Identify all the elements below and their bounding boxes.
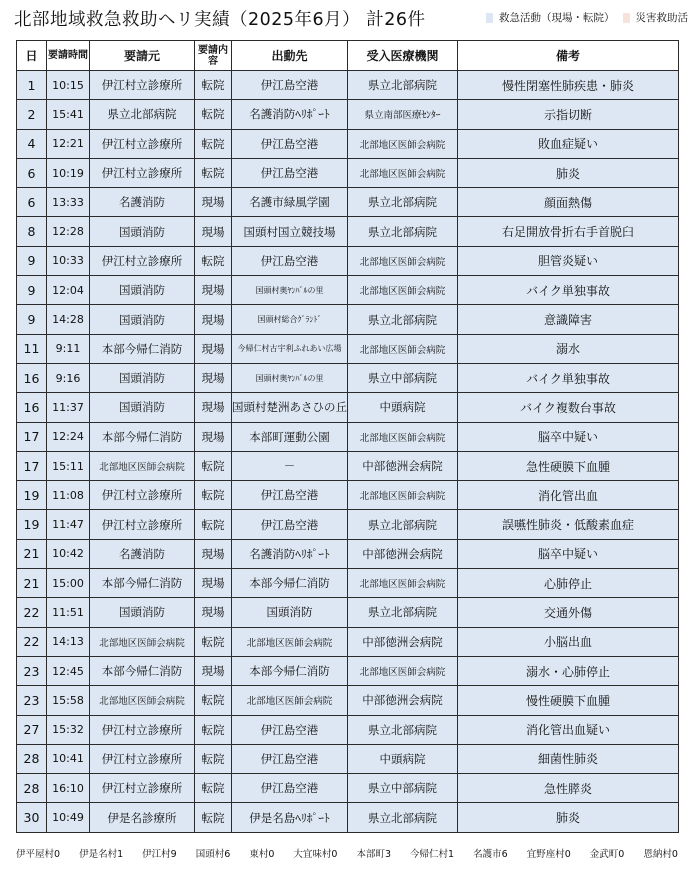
- cell-destination: 今帰仁村古宇利ふれあい広場: [232, 334, 348, 363]
- table-row: [17, 774, 679, 803]
- cell-day: 23: [17, 686, 47, 715]
- cell-time: 12:45: [47, 656, 90, 685]
- cell-note: 顔面熱傷: [458, 188, 679, 217]
- table-row: [17, 71, 679, 100]
- cell-type: 現場: [195, 539, 232, 568]
- cell-time: 15:00: [47, 569, 90, 598]
- cell-destination: 名護市緑風学園: [232, 188, 348, 217]
- disaster-legend-swatch: [623, 13, 630, 23]
- cell-source: 伊江村立診療所: [90, 744, 195, 773]
- cell-source: 名護消防: [90, 539, 195, 568]
- table-row: [17, 598, 679, 627]
- table-row: [17, 363, 679, 392]
- table-row: [17, 569, 679, 598]
- municipality-count: 宜野座村0: [526, 849, 571, 860]
- legend: [486, 10, 688, 25]
- cell-type: 現場: [195, 363, 232, 392]
- cell-time: 11:08: [47, 481, 90, 510]
- emergency-legend-label: 救急活動（現場・転院）: [499, 12, 615, 24]
- cell-time: 15:58: [47, 686, 90, 715]
- disaster-legend-label: 災害救助活: [635, 12, 688, 24]
- cell-source: 伊是名診療所: [90, 803, 195, 832]
- table-row: [17, 539, 679, 568]
- cell-type: 転院: [195, 71, 232, 100]
- cell-destination: 国頭村楚洲あさひの丘: [232, 393, 348, 422]
- cell-day: 8: [17, 217, 47, 246]
- cell-destination: 伊江島空港: [232, 510, 348, 539]
- cell-type: 転院: [195, 481, 232, 510]
- cell-type: 転院: [195, 627, 232, 656]
- cell-day: 21: [17, 569, 47, 598]
- municipality-counts: [16, 846, 678, 860]
- cell-hospital: 中部徳洲会病院: [348, 627, 458, 656]
- cell-type: 転院: [195, 686, 232, 715]
- cell-time: 15:11: [47, 451, 90, 480]
- cell-time: 11:47: [47, 510, 90, 539]
- cell-time: 12:04: [47, 276, 90, 305]
- cell-time: 9:16: [47, 363, 90, 392]
- cell-type: 現場: [195, 598, 232, 627]
- cell-destination: 伊江島空港: [232, 715, 348, 744]
- header-day: 日: [17, 41, 47, 71]
- cell-hospital: 県立北部病院: [348, 188, 458, 217]
- cell-hospital: 北部地区医師会病院: [348, 246, 458, 275]
- cell-time: 13:33: [47, 188, 90, 217]
- cell-note: 急性膵炎: [458, 774, 679, 803]
- cell-time: 14:28: [47, 305, 90, 334]
- table-row: [17, 744, 679, 773]
- cell-type: 現場: [195, 276, 232, 305]
- cell-type: 転院: [195, 246, 232, 275]
- cell-time: 12:28: [47, 217, 90, 246]
- cell-note: 脳卒中疑い: [458, 539, 679, 568]
- table-header-row: [17, 41, 679, 71]
- table-row: [17, 246, 679, 275]
- cell-hospital: 県立北部病院: [348, 715, 458, 744]
- cell-note: 胆管炎疑い: [458, 246, 679, 275]
- municipality-count: 恩納村0: [643, 849, 678, 860]
- cell-time: 10:49: [47, 803, 90, 832]
- cell-hospital: 中頭病院: [348, 744, 458, 773]
- table-row: [17, 715, 679, 744]
- cell-type: 転院: [195, 744, 232, 773]
- table-row: [17, 627, 679, 656]
- cell-destination: 伊江島空港: [232, 744, 348, 773]
- cell-source: 国頭消防: [90, 393, 195, 422]
- emergency-legend-swatch: [486, 13, 493, 23]
- cell-source: 国頭消防: [90, 598, 195, 627]
- cell-note: 溺水: [458, 334, 679, 363]
- cell-hospital: 県立中部病院: [348, 774, 458, 803]
- cell-source: 国頭消防: [90, 276, 195, 305]
- cell-time: 15:32: [47, 715, 90, 744]
- cell-day: 9: [17, 305, 47, 334]
- cell-time: 10:33: [47, 246, 90, 275]
- cell-type: 転院: [195, 715, 232, 744]
- cell-type: 転院: [195, 100, 232, 129]
- cell-time: 12:21: [47, 129, 90, 158]
- cell-note: 敗血症疑い: [458, 129, 679, 158]
- municipality-count: 本部町3: [356, 849, 392, 860]
- cell-day: 2: [17, 100, 47, 129]
- cell-source: 伊江村立診療所: [90, 158, 195, 187]
- cell-type: 現場: [195, 217, 232, 246]
- cell-source: 伊江村立診療所: [90, 510, 195, 539]
- cell-day: 17: [17, 451, 47, 480]
- cell-destination: 伊江島空港: [232, 71, 348, 100]
- cell-time: 12:24: [47, 422, 90, 451]
- cell-note: 急性硬膜下血腫: [458, 451, 679, 480]
- cell-day: 21: [17, 539, 47, 568]
- cell-source: 本部今帰仁消防: [90, 422, 195, 451]
- cell-note: 誤嚥性肺炎・低酸素血症: [458, 510, 679, 539]
- cell-type: 現場: [195, 334, 232, 363]
- cell-time: 15:41: [47, 100, 90, 129]
- header-time: 要請時間: [47, 41, 90, 71]
- cell-source: 国頭消防: [90, 363, 195, 392]
- cell-source: 北部地区医師会病院: [90, 627, 195, 656]
- cell-note: 肺炎: [458, 803, 679, 832]
- cell-source: 伊江村立診療所: [90, 715, 195, 744]
- cell-note: 消化管出血: [458, 481, 679, 510]
- cell-day: 16: [17, 393, 47, 422]
- table-row: [17, 217, 679, 246]
- cell-destination: 本部今帰仁消防: [232, 656, 348, 685]
- cell-destination: 伊是名島ﾍﾘﾎﾟｰﾄ: [232, 803, 348, 832]
- table-row: [17, 276, 679, 305]
- cell-hospital: 中部徳洲会病院: [348, 686, 458, 715]
- cell-note: 慢性閉塞性肺疾患・肺炎: [458, 71, 679, 100]
- cell-note: バイク単独事故: [458, 363, 679, 392]
- cell-hospital: 北部地区医師会病院: [348, 422, 458, 451]
- table-row: [17, 158, 679, 187]
- cell-note: 右足開放骨折右手首脱臼: [458, 217, 679, 246]
- dispatch-table: [16, 40, 679, 833]
- cell-type: 現場: [195, 393, 232, 422]
- cell-day: 19: [17, 510, 47, 539]
- cell-source: 伊江村立診療所: [90, 774, 195, 803]
- cell-hospital: 中部徳洲会病院: [348, 539, 458, 568]
- cell-source: 本部今帰仁消防: [90, 656, 195, 685]
- table-row: [17, 656, 679, 685]
- table-row: [17, 803, 679, 832]
- cell-day: 30: [17, 803, 47, 832]
- municipality-count: 金武町0: [589, 849, 625, 860]
- municipality-count: 東村0: [249, 849, 275, 860]
- header-type: 要請内容: [195, 41, 232, 71]
- cell-destination: 国頭村国立競技場: [232, 217, 348, 246]
- cell-source: 県立北部病院: [90, 100, 195, 129]
- cell-time: 11:51: [47, 598, 90, 627]
- cell-hospital: 県立北部病院: [348, 598, 458, 627]
- cell-note: 交通外傷: [458, 598, 679, 627]
- cell-note: 示指切断: [458, 100, 679, 129]
- cell-hospital: 北部地区医師会病院: [348, 334, 458, 363]
- cell-destination: 本部今帰仁消防: [232, 569, 348, 598]
- table-row: [17, 510, 679, 539]
- cell-note: 心肺停止: [458, 569, 679, 598]
- municipality-count: 大宜味村0: [293, 849, 338, 860]
- cell-type: 転院: [195, 803, 232, 832]
- cell-hospital: 北部地区医師会病院: [348, 276, 458, 305]
- cell-time: 10:42: [47, 539, 90, 568]
- cell-source: 国頭消防: [90, 217, 195, 246]
- cell-type: 現場: [195, 188, 232, 217]
- cell-destination: 国頭村奥ﾔﾝﾊﾞﾙの里: [232, 276, 348, 305]
- cell-note: 肺炎: [458, 158, 679, 187]
- cell-hospital: 北部地区医師会病院: [348, 129, 458, 158]
- cell-destination: 本部町運動公園: [232, 422, 348, 451]
- cell-time: 11:37: [47, 393, 90, 422]
- cell-hospital: 県立北部病院: [348, 305, 458, 334]
- cell-destination: 伊江島空港: [232, 129, 348, 158]
- cell-hospital: 北部地区医師会病院: [348, 569, 458, 598]
- header-source: 要請元: [90, 41, 195, 71]
- cell-hospital: 中部徳洲会病院: [348, 451, 458, 480]
- cell-destination: －: [232, 451, 348, 480]
- cell-hospital: 県立中部病院: [348, 363, 458, 392]
- cell-note: 小脳出血: [458, 627, 679, 656]
- table-row: [17, 481, 679, 510]
- table-row: [17, 188, 679, 217]
- municipality-count: 伊平屋村0: [16, 849, 61, 860]
- header-note: 備考: [458, 41, 679, 71]
- municipality-count: 今帰仁村1: [410, 849, 455, 860]
- cell-hospital: 中頭病院: [348, 393, 458, 422]
- cell-type: 現場: [195, 569, 232, 598]
- cell-day: 16: [17, 363, 47, 392]
- cell-day: 6: [17, 188, 47, 217]
- cell-time: 10:15: [47, 71, 90, 100]
- cell-destination: 伊江島空港: [232, 158, 348, 187]
- cell-type: 転院: [195, 774, 232, 803]
- cell-type: 転院: [195, 158, 232, 187]
- cell-source: 伊江村立診療所: [90, 246, 195, 275]
- table-body: [17, 71, 679, 833]
- cell-day: 1: [17, 71, 47, 100]
- cell-time: 9:11: [47, 334, 90, 363]
- cell-note: 慢性硬膜下血腫: [458, 686, 679, 715]
- cell-time: 16:10: [47, 774, 90, 803]
- cell-source: 伊江村立診療所: [90, 481, 195, 510]
- cell-source: 名護消防: [90, 188, 195, 217]
- cell-time: 10:41: [47, 744, 90, 773]
- cell-hospital: 県立北部病院: [348, 71, 458, 100]
- cell-day: 23: [17, 656, 47, 685]
- cell-time: 10:19: [47, 158, 90, 187]
- cell-type: 現場: [195, 422, 232, 451]
- table-row: [17, 129, 679, 158]
- cell-destination: 北部地区医師会病院: [232, 627, 348, 656]
- cell-day: 4: [17, 129, 47, 158]
- cell-time: 14:13: [47, 627, 90, 656]
- cell-type: 現場: [195, 656, 232, 685]
- cell-destination: 伊江島空港: [232, 481, 348, 510]
- cell-source: 伊江村立診療所: [90, 71, 195, 100]
- header-hospital: 受入医療機関: [348, 41, 458, 71]
- municipality-count: 国頭村6: [195, 849, 231, 860]
- cell-source: 伊江村立診療所: [90, 129, 195, 158]
- cell-day: 19: [17, 481, 47, 510]
- cell-destination: 北部地区医師会病院: [232, 686, 348, 715]
- cell-destination: 国頭村奥ﾔﾝﾊﾞﾙの里: [232, 363, 348, 392]
- table-row: [17, 451, 679, 480]
- cell-day: 22: [17, 598, 47, 627]
- cell-destination: 伊江島空港: [232, 246, 348, 275]
- cell-day: 27: [17, 715, 47, 744]
- cell-source: 北部地区医師会病院: [90, 686, 195, 715]
- cell-destination: 国頭消防: [232, 598, 348, 627]
- cell-note: 消化管出血疑い: [458, 715, 679, 744]
- cell-source: 国頭消防: [90, 305, 195, 334]
- municipality-count: 伊是名村1: [79, 849, 124, 860]
- cell-note: バイク複数台事故: [458, 393, 679, 422]
- cell-hospital: 県立北部病院: [348, 217, 458, 246]
- table-row: [17, 422, 679, 451]
- header-destination: 出動先: [232, 41, 348, 71]
- table-row: [17, 100, 679, 129]
- cell-source: 北部地区医師会病院: [90, 451, 195, 480]
- cell-day: 11: [17, 334, 47, 363]
- cell-day: 9: [17, 246, 47, 275]
- cell-hospital: 北部地区医師会病院: [348, 481, 458, 510]
- table-row: [17, 334, 679, 363]
- table-row: [17, 305, 679, 334]
- cell-hospital: 県立北部病院: [348, 510, 458, 539]
- cell-day: 28: [17, 774, 47, 803]
- cell-destination: 名護消防ﾍﾘﾎﾟｰﾄ: [232, 539, 348, 568]
- cell-type: 転院: [195, 451, 232, 480]
- cell-type: 現場: [195, 305, 232, 334]
- cell-day: 9: [17, 276, 47, 305]
- cell-day: 28: [17, 744, 47, 773]
- cell-hospital: 北部地区医師会病院: [348, 656, 458, 685]
- table-row: [17, 393, 679, 422]
- cell-hospital: 北部地区医師会病院: [348, 158, 458, 187]
- cell-destination: 伊江島空港: [232, 774, 348, 803]
- municipality-count: 名護市6: [473, 849, 508, 860]
- cell-day: 6: [17, 158, 47, 187]
- cell-source: 本部今帰仁消防: [90, 334, 195, 363]
- cell-note: 細菌性肺炎: [458, 744, 679, 773]
- cell-destination: 国頭村総合ｸﾞﾗﾝﾄﾞ: [232, 305, 348, 334]
- cell-note: 溺水・心肺停止: [458, 656, 679, 685]
- cell-note: 意識障害: [458, 305, 679, 334]
- cell-destination: 名護消防ﾍﾘﾎﾟｰﾄ: [232, 100, 348, 129]
- cell-type: 転院: [195, 129, 232, 158]
- cell-source: 本部今帰仁消防: [90, 569, 195, 598]
- cell-hospital: 県立北部病院: [348, 803, 458, 832]
- cell-type: 転院: [195, 510, 232, 539]
- page-title: 北部地域救急救助ヘリ実績（2025年6月） 計26件: [14, 10, 426, 30]
- municipality-count: 伊江村9: [142, 849, 177, 860]
- table-row: [17, 686, 679, 715]
- cell-note: 脳卒中疑い: [458, 422, 679, 451]
- cell-day: 17: [17, 422, 47, 451]
- cell-hospital: 県立南部医療ｾﾝﾀｰ: [348, 100, 458, 129]
- cell-note: バイク単独事故: [458, 276, 679, 305]
- cell-day: 22: [17, 627, 47, 656]
